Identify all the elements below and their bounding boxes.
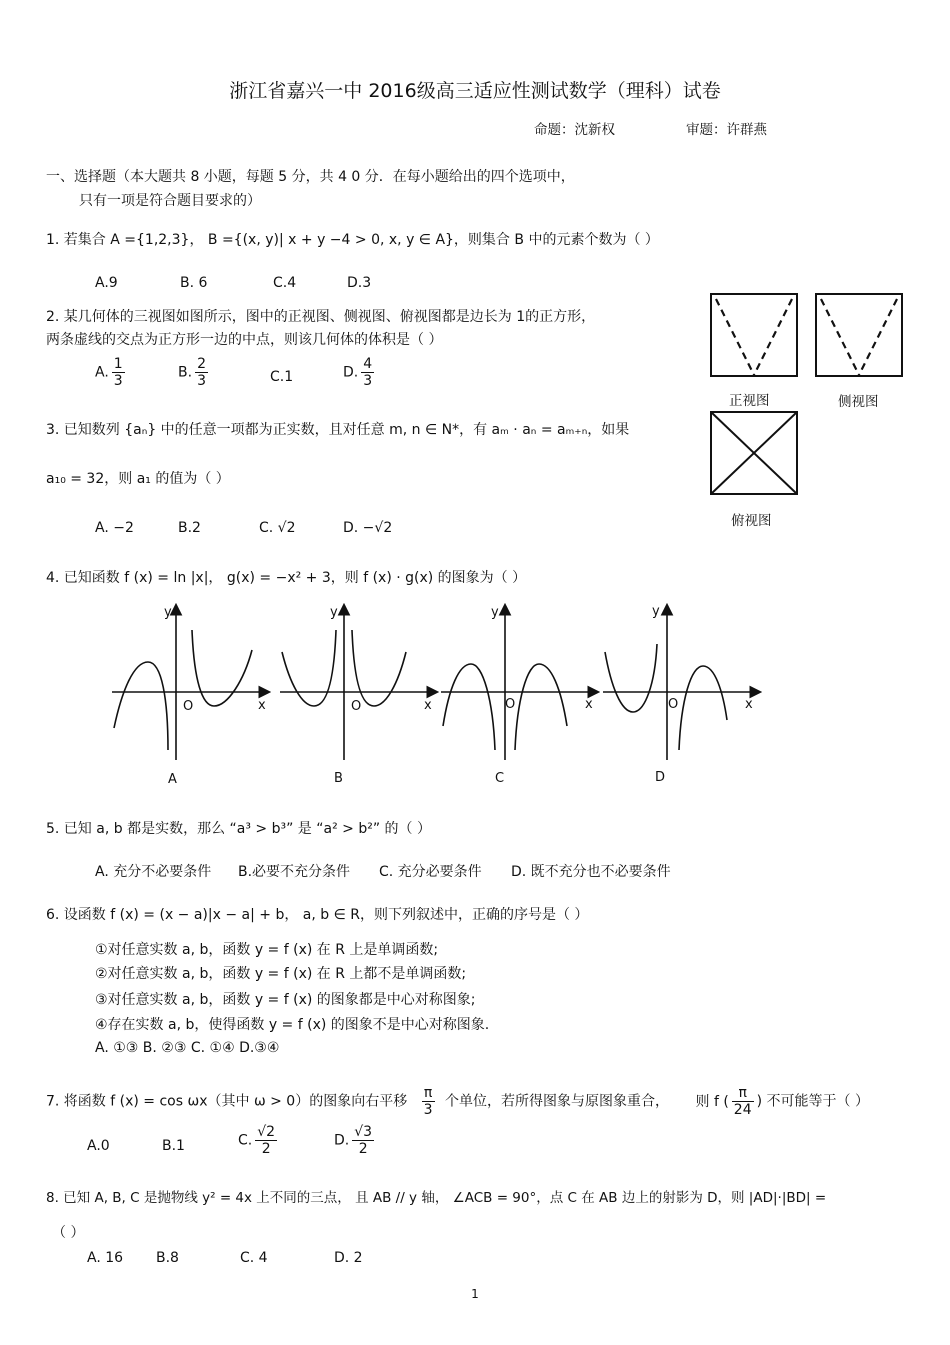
q7-option-c: C. $\frac{√2}{2}$: [238, 1124, 276, 1158]
section-heading: 一、选择题（本大题共 8 小题，每题 5 分，共 4 0 分．在每小题给出的四个选项中，: [46, 169, 575, 185]
page-title: 浙江省嘉兴一中 2016级高三适应性测试数学（理科）试卷: [229, 80, 721, 102]
q6-statement-4: ④存在实数 a, b，使得函数 y = f (x) 的图象不是中心对称图象.: [95, 1017, 490, 1033]
q8-option-c: C. 4: [240, 1250, 268, 1266]
top-view-figure: [710, 411, 800, 495]
reviewer-credit: 审题：许群燕: [686, 122, 767, 138]
graph-b: [276, 600, 441, 765]
graph-a-x-label: x: [258, 698, 266, 713]
graph-a: [108, 600, 273, 765]
q5-option-b: B.必要不充分条件: [238, 864, 351, 880]
graph-c-label: C: [495, 771, 505, 786]
top-view-label: 俯视图: [731, 513, 772, 529]
graph-b-label: B: [334, 771, 343, 786]
question-8-stem: 8. 已知 A, B, C 是抛物线 y² = 4x 上不同的三点， 且 AB // y 轴， ∠ACB = 90°，点 C 在 AB 边上的射影为 D，则 |AD|·|BD| =: [46, 1190, 827, 1206]
question-2-stem-cont: 两条虚线的交点为正方形一边的中点，则该几何体的体积是（ ）: [46, 332, 443, 348]
side-view-figure: [815, 293, 905, 377]
q2-option-b: B. $\frac{2}{3}$: [178, 356, 206, 390]
q6-statement-2: ②对任意实数 a, b，函数 y = f (x) 在 R 上都不是单调函数;: [95, 966, 467, 982]
graph-a-label: A: [168, 772, 177, 787]
q1-option-d: D.3: [347, 275, 372, 291]
graph-b-y-label: y: [330, 605, 338, 620]
graph-c: [437, 600, 602, 765]
question-4-stem: 4. 已知函数 f (x) = ln |x|， g(x) = −x² + 3，则 f (x) · g(x) 的图象为（ ）: [46, 570, 527, 586]
question-2-stem: 2. 某几何体的三视图如图所示，图中的正视图、侧视图、俯视图都是边长为 1的正方形，: [46, 309, 596, 325]
q7-option-a: A.0: [87, 1138, 110, 1154]
q7-option-b: B.1: [162, 1138, 185, 1154]
graph-d: [599, 600, 764, 765]
q6-statement-3: ③对任意实数 a, b，函数 y = f (x) 的图象都是中心对称图象;: [95, 992, 476, 1008]
graph-a-origin-label: O: [183, 699, 194, 714]
graph-b-x-label: x: [424, 698, 432, 713]
graph-d-label: D: [655, 770, 666, 785]
graph-c-x-label: x: [585, 697, 593, 712]
question-5-stem: 5. 已知 a, b 都是实数，那么 “a³ > b³” 是 “a² > b²” 的（ ）: [46, 821, 431, 837]
q8-option-d: D. 2: [334, 1250, 363, 1266]
page-number: 1: [471, 1287, 479, 1301]
section-heading-cont: 只有一项是符合题目要求的）: [79, 193, 261, 209]
q7-option-d: D. $\frac{√3}{2}$: [334, 1124, 373, 1158]
q5-option-c: C. 充分必要条件: [379, 864, 482, 880]
q5-option-d: D. 既不充分也不必要条件: [511, 864, 671, 880]
graph-a-y-label: y: [164, 605, 172, 620]
q6-statement-1: ①对任意实数 a, b，函数 y = f (x) 在 R 上是单调函数;: [95, 942, 439, 958]
q1-option-a: A.9: [95, 275, 118, 291]
q8-option-b: B.8: [156, 1250, 179, 1266]
graph-c-origin-label: O: [505, 697, 516, 712]
question-1-stem: 1. 若集合 A ={1,2,3}， B ={(x, y)| x + y −4 > 0, x, y ∈ A}，则集合 B 中的元素个数为（ ）: [46, 232, 659, 248]
question-8-stem-cont: （ ）: [52, 1225, 85, 1241]
q1-option-c: C.4: [273, 275, 297, 291]
graph-d-x-label: x: [745, 697, 753, 712]
q3-option-c: C. √2: [259, 520, 296, 536]
graph-d-y-label: y: [652, 604, 660, 619]
q5-option-a: A. 充分不必要条件: [95, 864, 212, 880]
graph-c-y-label: y: [491, 605, 499, 620]
q1-option-b: B. 6: [180, 275, 208, 291]
front-view-figure: [710, 293, 800, 377]
q2-option-c: C.1: [270, 369, 294, 385]
q2-option-d: D. $\frac{4}{3}$: [343, 356, 373, 390]
question-7-stem: 7. 将函数 f (x) = cos ωx（其中 ω > 0）的图象向右平移 $\frac{\pi}{3}$ 个单位，若所得图象与原图象重合， 则 f ( $\frac{\pi}{24}$ ) 不可能等于（ ）: [46, 1085, 869, 1119]
q3-option-b: B.2: [178, 520, 201, 536]
question-6-stem: 6. 设函数 f (x) = (x − a)|x − a| + b， a, b ∈ R，则下列叙述中，正确的序号是（ ）: [46, 907, 589, 923]
graph-d-origin-label: O: [668, 697, 679, 712]
q8-option-a: A. 16: [87, 1250, 124, 1266]
graph-b-origin-label: O: [351, 699, 362, 714]
question-3-stem-cont: a₁₀ = 32，则 a₁ 的值为（ ）: [46, 471, 230, 487]
side-view-label: 侧视图: [838, 394, 879, 410]
author-credit: 命题：沈新权: [534, 122, 615, 138]
q2-option-a: A. $\frac{1}{3}$: [95, 356, 123, 390]
q6-options: A. ①③ B. ②③ C. ①④ D.③④: [95, 1040, 280, 1056]
q3-option-d: D. −√2: [343, 520, 393, 536]
q3-option-a: A. −2: [95, 520, 134, 536]
front-view-label: 正视图: [729, 393, 770, 409]
question-3-stem: 3. 已知数列 {aₙ} 中的任意一项都为正实数，且对任意 m, n ∈ N*，有 aₘ · aₙ = aₘ₊ₙ，如果: [46, 422, 630, 438]
